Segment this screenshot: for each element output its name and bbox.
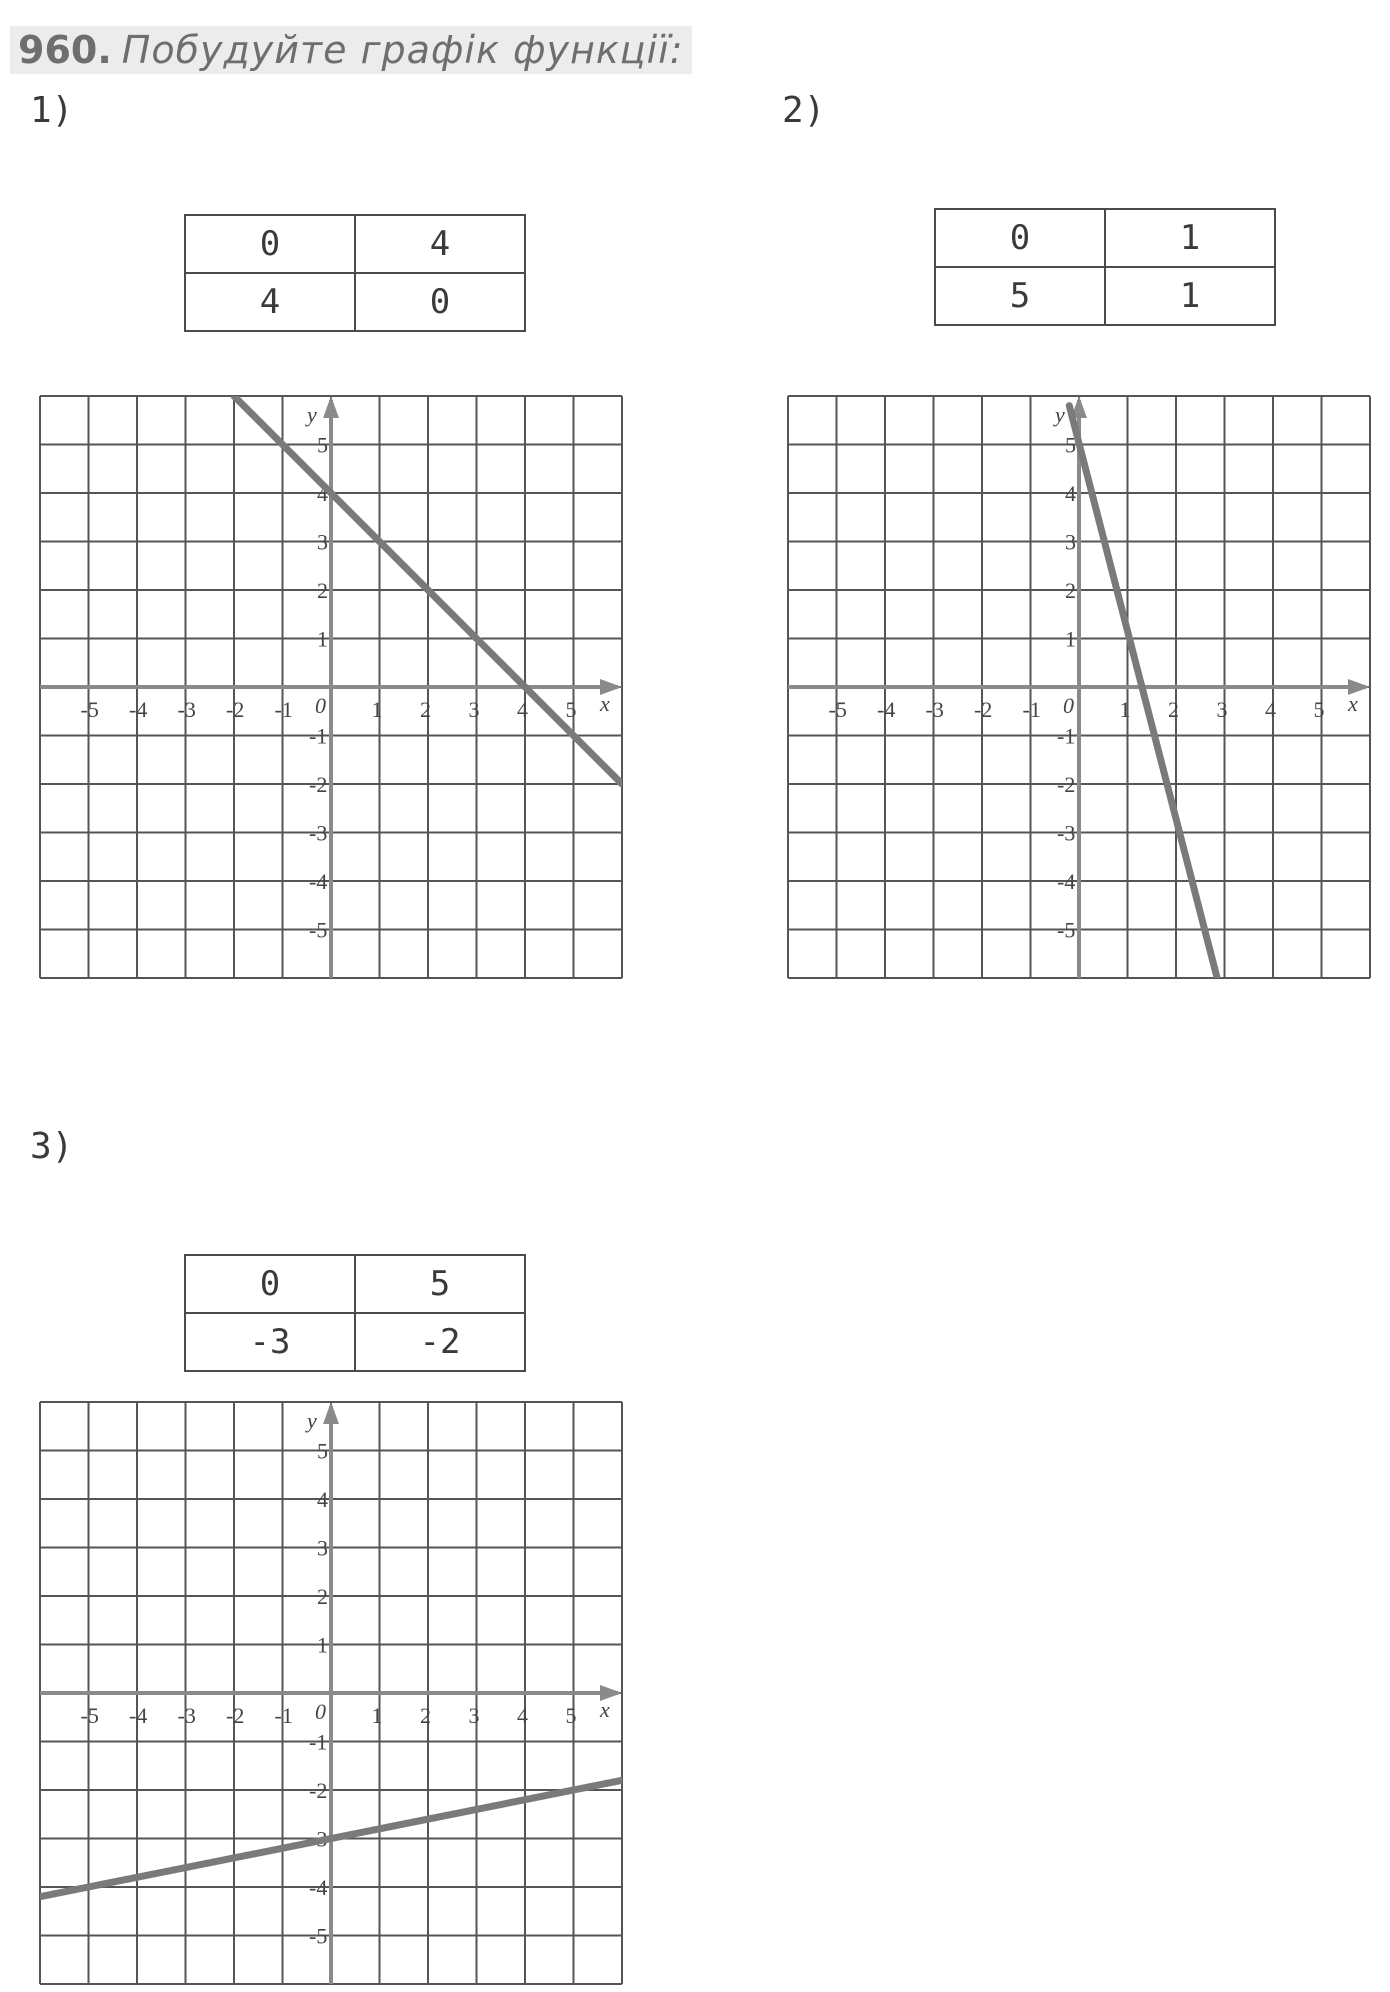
table-row (185, 215, 525, 273)
table-cell: -2 (355, 1313, 525, 1371)
x-axis-label: x (1348, 691, 1358, 716)
y-axis-label: y (307, 1408, 317, 1433)
part-label-2: 2) (782, 90, 826, 131)
x-tick-label: -2 (226, 697, 245, 722)
x-tick-label: -1 (274, 1703, 293, 1728)
table-row (185, 1255, 525, 1313)
y-tick-label: 4 (317, 1487, 328, 1512)
y-tick-label: -1 (309, 1729, 328, 1755)
y-tick-label: 1 (317, 1632, 328, 1658)
y-tick-label: -2 (1057, 772, 1076, 797)
y-tick-label: -3 (309, 1826, 328, 1852)
y-tick-label: 3 (1065, 529, 1076, 555)
y-tick-label: 1 (317, 626, 328, 652)
table-cell: 0 (935, 209, 1105, 267)
x-tick-label: -3 (177, 697, 196, 722)
part-label-3: 3) (30, 1126, 74, 1167)
values-table-2 (934, 208, 1276, 326)
y-tick-label: 5 (317, 432, 328, 458)
origin-label: 0 (315, 1699, 326, 1724)
y-tick-label: 4 (317, 481, 328, 506)
y-axis-arrow (323, 1402, 339, 1424)
x-tick-label: -5 (828, 697, 847, 722)
exercise-title: Побудуйте графік функції: (121, 28, 684, 72)
x-tick-label: 4 (1265, 697, 1276, 722)
x-tick-label: 1 (371, 1703, 383, 1728)
x-tick-label: 5 (565, 1703, 577, 1728)
y-tick-label: 3 (317, 1535, 328, 1561)
x-tick-label: -2 (974, 697, 993, 722)
y-axis-arrow (323, 396, 339, 418)
y-tick-label: 4 (1065, 481, 1076, 506)
table-row (935, 267, 1275, 325)
origin-label: 0 (1063, 693, 1074, 718)
y-tick-label: -5 (309, 1923, 328, 1949)
x-tick-label: 4 (517, 697, 528, 722)
table-cell: 1 (1105, 209, 1275, 267)
x-tick-label: -4 (129, 1703, 148, 1728)
y-tick-label: -2 (309, 772, 328, 797)
y-tick-label: -3 (1057, 820, 1076, 846)
y-tick-label: -3 (309, 820, 328, 846)
coordinate-grid-2 (786, 394, 1376, 986)
values-table-3 (184, 1254, 526, 1372)
origin-label: 0 (315, 693, 326, 718)
y-tick-label: -2 (309, 1778, 328, 1803)
exercise-number: 960 (18, 28, 98, 72)
y-tick-label: -1 (1057, 723, 1076, 749)
part-label-1: 1) (30, 90, 74, 131)
x-axis-label: x (600, 691, 610, 716)
table-cell: 0 (355, 273, 525, 331)
x-tick-label: -3 (177, 1703, 196, 1728)
x-tick-label: -2 (226, 1703, 245, 1728)
x-tick-label: -5 (80, 697, 99, 722)
x-tick-label: -4 (877, 697, 896, 722)
y-tick-label: 2 (1065, 578, 1076, 603)
table-cell: 0 (185, 215, 355, 273)
x-tick-label: -1 (274, 697, 293, 722)
table-row (185, 1313, 525, 1371)
x-tick-label: 2 (1168, 697, 1179, 722)
table-cell: 0 (185, 1255, 355, 1313)
x-tick-label: 5 (565, 697, 577, 722)
table-cell: 4 (355, 215, 525, 273)
x-tick-label: -5 (80, 1703, 99, 1728)
y-tick-label: -5 (309, 917, 328, 943)
coordinate-grid-3 (38, 1400, 628, 1992)
y-tick-label: 2 (317, 1584, 328, 1609)
y-tick-label: 5 (317, 1438, 328, 1464)
x-tick-label: 3 (468, 697, 480, 722)
exercise-number-dot: . (97, 28, 112, 72)
table-cell: -3 (185, 1313, 355, 1371)
y-tick-label: -4 (309, 869, 328, 894)
table-cell: 5 (355, 1255, 525, 1313)
values-table-1 (184, 214, 526, 332)
x-tick-label: -1 (1022, 697, 1041, 722)
y-tick-label: 3 (317, 529, 328, 555)
coordinate-grid-1 (38, 394, 628, 986)
table-cell: 4 (185, 273, 355, 331)
table-row (935, 209, 1275, 267)
x-tick-label: 2 (420, 697, 431, 722)
y-tick-label: -1 (309, 723, 328, 749)
y-axis-label: y (307, 402, 317, 427)
y-tick-label: -4 (309, 1875, 328, 1900)
x-tick-label: -3 (925, 697, 944, 722)
table-cell: 5 (935, 267, 1105, 325)
y-tick-label: 2 (317, 578, 328, 603)
x-tick-label: 3 (468, 1703, 480, 1728)
table-cell: 1 (1105, 267, 1275, 325)
y-tick-label: 5 (1065, 432, 1076, 458)
x-tick-label: 1 (371, 697, 383, 722)
x-tick-label: 5 (1313, 697, 1325, 722)
x-tick-label: 2 (420, 1703, 431, 1728)
x-tick-label: -4 (129, 697, 148, 722)
x-tick-label: 1 (1119, 697, 1131, 722)
y-tick-label: 1 (1065, 626, 1076, 652)
table-row (185, 273, 525, 331)
x-axis-label: x (600, 1697, 610, 1722)
x-tick-label: 3 (1216, 697, 1228, 722)
y-axis-label: y (1055, 402, 1065, 427)
x-tick-label: 4 (517, 1703, 528, 1728)
y-tick-label: -4 (1057, 869, 1076, 894)
y-tick-label: -5 (1057, 917, 1076, 943)
exercise-header (10, 26, 692, 74)
